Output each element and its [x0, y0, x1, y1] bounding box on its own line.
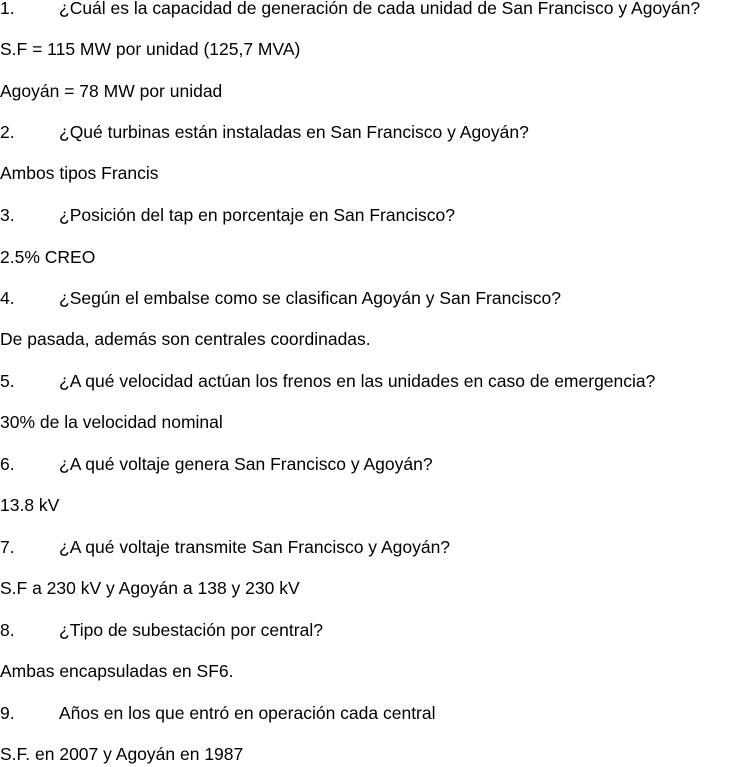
question-text: ¿A qué velocidad actúan los frenos en las unidades en caso de emergencia?	[59, 371, 656, 391]
question-line	[0, 617, 323, 643]
question-number: 9.	[0, 703, 15, 723]
question-line	[0, 368, 655, 394]
answer-line: Ambas encapsuladas en SF6.	[0, 661, 234, 681]
question-text: ¿Cuál es la capacidad de generación de cada unidad de San Francisco y Agoyán?	[59, 0, 701, 18]
question-number: 8.	[0, 620, 15, 640]
answer-line: S.F = 115 MW por unidad (125,7 MVA)	[0, 39, 301, 59]
question-line	[0, 285, 561, 311]
question-text: ¿A qué voltaje genera San Francisco y Agoyán?	[59, 454, 433, 474]
question-number: 2.	[0, 122, 15, 142]
answer-line: 30% de la velocidad nominal	[0, 412, 223, 432]
question-number: 1.	[0, 0, 15, 18]
answer-line: S.F a 230 kV y Agoyán a 138 y 230 kV	[0, 578, 300, 598]
question-number: 3.	[0, 205, 15, 225]
question-line	[0, 451, 433, 477]
question-number: 6.	[0, 454, 15, 474]
answer-line: Ambos tipos Francis	[0, 163, 159, 183]
question-text: ¿Qué turbinas están instaladas en San Francisco y Agoyán?	[59, 122, 529, 142]
question-line	[0, 700, 436, 726]
question-line	[0, 202, 455, 228]
question-number: 7.	[0, 537, 15, 557]
question-number: 4.	[0, 288, 15, 308]
question-text: ¿Tipo de subestación por central?	[59, 620, 323, 640]
question-line	[0, 0, 700, 21]
answer-line: 2.5% CREO	[0, 247, 96, 267]
question-line	[0, 534, 450, 560]
answer-line: Agoyán = 78 MW por unidad	[0, 81, 223, 101]
question-text: ¿Según el embalse como se clasifican Agoyán y San Francisco?	[59, 288, 561, 308]
question-text: ¿A qué voltaje transmite San Francisco y Agoyán?	[59, 537, 451, 557]
question-text: Años en los que entró en operación cada central	[59, 703, 436, 723]
answer-line: De pasada, además son centrales coordinadas.	[0, 329, 371, 349]
answer-line: S.F. en 2007 y Agoyán en 1987	[0, 744, 244, 764]
question-number: 5.	[0, 371, 15, 391]
question-line	[0, 119, 529, 145]
question-text: ¿Posición del tap en porcentaje en San Francisco?	[59, 205, 455, 225]
answer-line: 13.8 kV	[0, 495, 60, 515]
